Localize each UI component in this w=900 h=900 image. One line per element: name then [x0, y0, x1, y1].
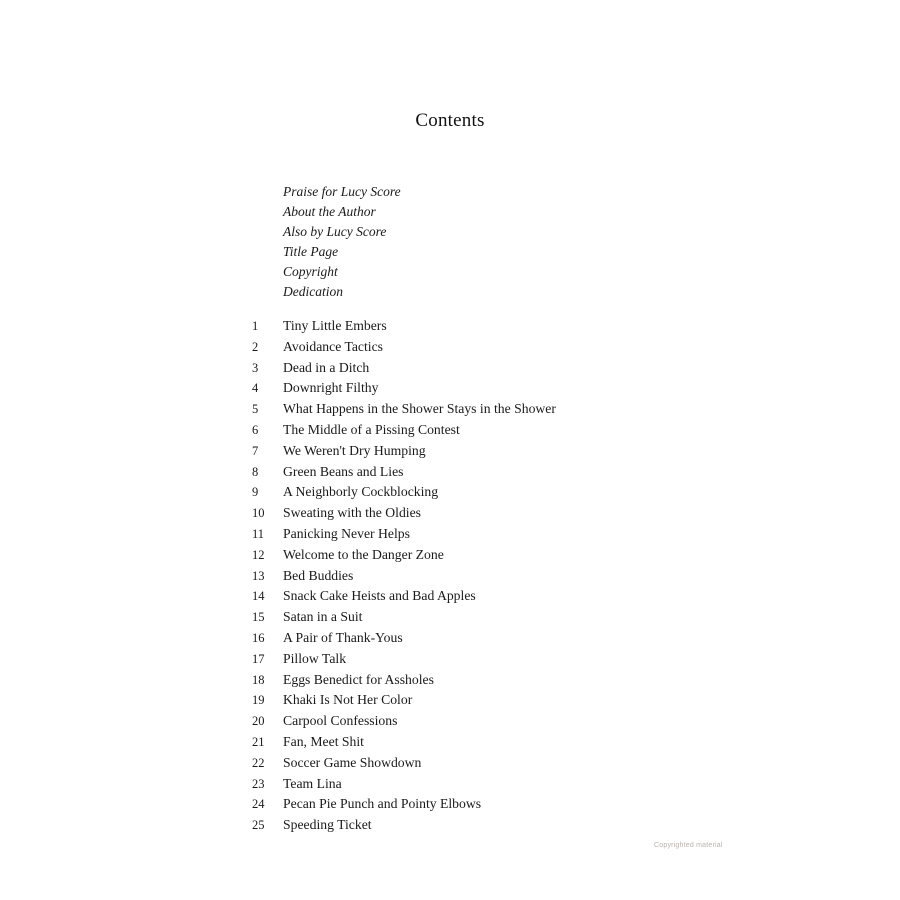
list-item[interactable] — [0, 794, 900, 815]
list-item[interactable] — [0, 441, 900, 462]
chapter-number: 7 — [252, 443, 259, 458]
list-item[interactable] — [0, 628, 900, 649]
chapter-number: 5 — [252, 402, 259, 417]
chapter-number: 23 — [252, 776, 265, 791]
chapter-title: Snack Cake Heists and Bad Apples — [283, 588, 476, 604]
list-item[interactable] — [0, 732, 900, 753]
list-item[interactable] — [0, 753, 900, 774]
chapter-number: 24 — [252, 797, 265, 812]
list-item[interactable] — [0, 649, 900, 670]
chapter-number: 8 — [252, 464, 259, 479]
chapter-number: 4 — [252, 381, 259, 396]
chapter-number: 6 — [252, 422, 259, 437]
chapter-list — [0, 316, 900, 836]
list-item[interactable] — [0, 337, 900, 358]
chapter-title: Panicking Never Helps — [283, 525, 410, 541]
chapter-title: Fan, Meet Shit — [283, 733, 364, 749]
chapter-title: Pecan Pie Punch and Pointy Elbows — [283, 796, 482, 812]
chapter-number: 10 — [252, 506, 265, 521]
chapter-number: 13 — [252, 568, 265, 583]
list-item[interactable] — [0, 607, 900, 628]
chapter-title: Welcome to the Danger Zone — [283, 546, 444, 562]
chapter-number: 2 — [252, 339, 259, 354]
chapter-title: A Neighborly Cockblocking — [283, 484, 439, 500]
chapter-number: 22 — [252, 755, 265, 770]
list-item[interactable] — [0, 711, 900, 732]
list-item[interactable] — [0, 503, 900, 524]
chapter-title: We Weren't Dry Humping — [283, 442, 426, 458]
list-item[interactable] — [0, 774, 900, 795]
chapter-number: 3 — [252, 360, 259, 375]
chapter-number: 25 — [252, 818, 265, 833]
chapter-number: 14 — [252, 589, 265, 604]
chapter-title: Speeding Ticket — [283, 817, 372, 833]
chapter-title: Khaki Is Not Her Color — [283, 692, 413, 708]
chapter-title: Green Beans and Lies — [283, 463, 404, 479]
chapter-title: What Happens in the Shower Stays in the Shower — [283, 401, 556, 417]
list-item[interactable] — [0, 524, 900, 545]
chapter-title: Tiny Little Embers — [283, 318, 387, 333]
front-matter-item[interactable]: Copyright — [283, 264, 338, 279]
chapter-number: 17 — [252, 651, 265, 666]
list-item[interactable] — [0, 690, 900, 711]
list-item[interactable] — [0, 670, 900, 691]
front-matter-item[interactable]: Also by Lucy Score — [283, 224, 387, 239]
list-item[interactable] — [0, 358, 900, 379]
page-title: Contents — [415, 110, 485, 131]
chapter-title: Soccer Game Showdown — [283, 754, 422, 770]
list-item[interactable] — [0, 545, 900, 566]
chapter-number: 1 — [252, 319, 259, 333]
chapter-title: Bed Buddies — [283, 567, 354, 583]
chapter-title: A Pair of Thank-Yous — [283, 629, 403, 645]
chapter-title: Sweating with the Oldies — [283, 505, 421, 521]
chapter-number: 18 — [252, 672, 265, 687]
chapter-title: Pillow Talk — [283, 650, 347, 666]
chapter-title: Avoidance Tactics — [283, 338, 384, 354]
chapter-title: Team Lina — [283, 775, 342, 791]
chapter-number: 11 — [252, 526, 265, 541]
list-item[interactable] — [0, 399, 900, 420]
list-item[interactable] — [0, 462, 900, 483]
chapter-number: 16 — [252, 630, 265, 645]
chapter-title: Eggs Benedict for Assholes — [283, 671, 434, 687]
front-matter-item[interactable]: Title Page — [283, 244, 339, 259]
chapter-title: Carpool Confessions — [283, 713, 398, 729]
front-matter-item[interactable]: Praise for Lucy Score — [283, 184, 401, 199]
chapter-number: 15 — [252, 610, 265, 625]
list-item[interactable] — [0, 378, 900, 399]
front-matter-item[interactable]: About the Author — [283, 204, 376, 219]
list-item[interactable] — [0, 586, 900, 607]
list-item[interactable] — [0, 566, 900, 587]
list-item[interactable] — [0, 420, 900, 441]
list-item[interactable] — [0, 482, 900, 503]
list-item[interactable] — [0, 316, 900, 337]
chapter-number: 21 — [252, 734, 265, 749]
front-matter-item[interactable]: Dedication — [283, 284, 343, 299]
chapter-number: 9 — [252, 485, 259, 500]
chapter-number: 12 — [252, 547, 265, 562]
chapter-title: Dead in a Ditch — [283, 359, 370, 375]
chapter-number: 20 — [252, 714, 265, 729]
chapter-title: The Middle of a Pissing Contest — [283, 421, 460, 437]
chapter-number: 19 — [252, 693, 265, 708]
copyrighted-material-watermark: Copyrighted material — [654, 842, 723, 849]
chapter-title: Downright Filthy — [283, 380, 379, 396]
chapter-title: Satan in a Suit — [283, 609, 363, 625]
front-matter-list — [0, 182, 900, 302]
list-item[interactable] — [0, 815, 900, 836]
